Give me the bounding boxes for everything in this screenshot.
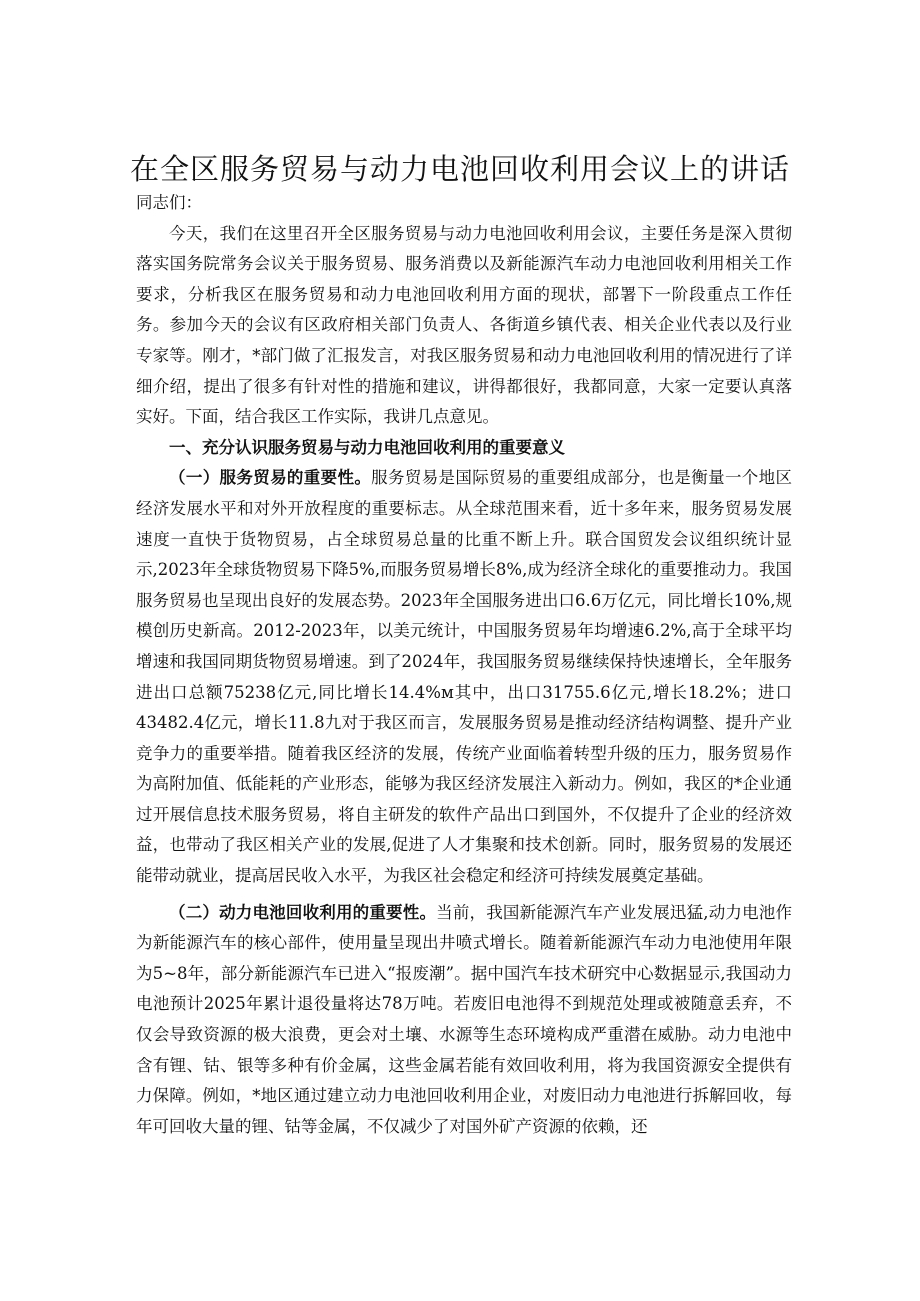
salutation: 同志们： [136,193,202,212]
subsection-2-heading: （二）动力电池回收利用的重要性。 [169,902,437,922]
subsection-2-paragraph [136,898,792,1143]
subsection-1-paragraph [136,463,792,891]
subsection-1-text: 服务贸易是国际贸易的重要组成部分，也是衡量一个地区经济发展水平和对外开放程度的重要标志。从全球范围来看，近十多年来，服务贸易发展速度一直快于货物贸易，占全球贸易总量的比重不断上升。联合国贸发会议组织统计显示,2023年全球货物贸易下降5%,而服务贸易增长8%,成为经济全球化的重要推动力。我国服务贸易也呈现出良好的发展态势。2023年全国服务进出口6.6万亿元，同比增长10%,规模创历史新高。2012-2023年，以美元统计，中国服务贸易年均增速6.2%,高于全球平均增速和我国同期货物贸易增速。到了2024年，我国服务贸易继续保持快速增长，全年服务进出口总额75238亿元,同比增长14.4%м其中，出口31755.6亿元,增长18.2%；进口43482.4亿元，增长11.8九对于我区而言，发展服务贸易是推动经济结构调整、提升产业竞争力的重要举措。随着我区经济的发展，传统产业面临着转型升级的压力，服务贸易作为高附加值、低能耗的产业形态，能够为我区经济发展注入新动力。例如，我区的*企业通过开展信息技术服务贸易，将自主研发的软件产品出口到国外，不仅提升了企业的经济效益，也带动了我区相关产业的发展,促进了人才集聚和技术创新。同时，服务贸易的发展还能带动就业，提高居民收入水平，为我区社会稳定和经济可持续发展奠定基础。 [136,468,793,886]
document-body [136,188,792,1142]
document-title: 在全区服务贸易与动力电池回收利用会议上的讲话 [129,152,790,187]
subsection-1-heading: （一）服务贸易的重要性。 [169,468,372,488]
subsection-2-text: 当前，我国新能源汽车产业发展迅猛,动力电池作为新能源汽车的核心部件，使用量呈现出井喷式增长。随着新能源汽车动力电池使用年限为5~8年，部分新能源汽车已进入“报废潮”。据中国汽车技术研究中心数据显示,我国动力电池预计2025年累计退役量将达78万吨。若废旧电池得不到规范处理或被随意丢弃，不仅会导致资源的极大浪费，更会对土壤、水源等生态环境构成严重潜在威胁。动力电池中含有锂、钴、银等多种有价金属，这些金属若能有效回收利用，将为我国资源安全提供有力保障。例如，*地区通过建立动力电池回收利用企业，对废旧动力电池进行拆解回收，每年可回收大量的锂、钴等金属，不仅减少了对国外矿产资源的依赖，还 [136,902,793,1136]
section-heading-1: 一、充分认识服务贸易与动力电池回收利用的重要意义 [169,437,565,457]
intro-paragraph: 今天，我们在这里召开全区服务贸易与动力电池回收利用会议，主要任务是深入贯彻落实国务院常务会议关于服务贸易、服务消费以及新能源汽车动力电池回收利用相关工作要求，分析我区在服务贸易和动力电池回收利用方面的现状，部署下一阶段重点工作任务。参加今天的会议有区政府相关部门负责人、各街道乡镇代表、相关企业代表以及行业专家等。刚才，*部门做了汇报发言，对我区服务贸易和动力电池回收利用的情况进行了详细介绍，提出了很多有针对性的措施和建议，讲得都很好，我都同意，大家一定要认真落实好。下面，结合我区工作实际，我讲几点意见。 [136,223,792,427]
